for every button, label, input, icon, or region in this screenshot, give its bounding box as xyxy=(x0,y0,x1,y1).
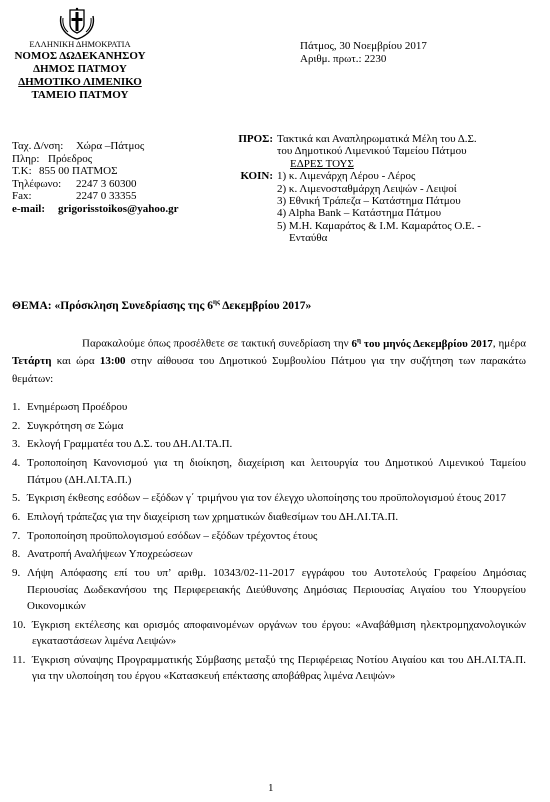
address-label: Ταχ. Δ/νση: xyxy=(12,140,64,152)
agenda-item xyxy=(12,418,526,435)
cc-label: ΚΟΙΝ: xyxy=(240,170,273,183)
address-value: Χώρα –Πάτμος xyxy=(76,140,145,152)
agenda-item-text: Τροποποίηση προϋπολογισμού εσόδων – εξόδων τρέχοντος έτους xyxy=(27,529,318,542)
port-fund-line-1: ΔΗΜΟΤΙΚΟ ΛΙΜΕΝΙΚΟ xyxy=(18,76,142,88)
agenda-item xyxy=(12,652,526,685)
info-value: Πρόεδρος xyxy=(48,152,93,165)
agenda-item-number: 9. xyxy=(12,567,21,579)
subject-suffix: Δεκεμβρίου 2017» xyxy=(219,299,312,312)
info-label: Πληρ: xyxy=(12,152,40,165)
email-link[interactable]: grigorisstoikos@yahoo.gr xyxy=(58,202,179,215)
agenda-list xyxy=(12,399,526,687)
fax-value: 2247 0 33355 xyxy=(76,190,137,202)
port-fund-line-2: ΤΑΜΕΙΟ ΠΑΤΜΟΥ xyxy=(31,89,129,101)
page-number: 1 xyxy=(268,782,274,794)
agenda-item xyxy=(12,399,526,416)
subject-line xyxy=(12,298,311,312)
republic-label: ΕΛΛΗΝΙΚΗ ΔΗΜΟΚΡΑΤΙΑ xyxy=(29,39,131,49)
municipality-label: ΔΗΜΟΣ ΠΑΤΜΟΥ xyxy=(33,63,127,75)
subject-prefix: ΘΕΜΑ: «Πρόσκληση Συνεδρίασης της 6 xyxy=(12,299,214,312)
fax-label: Fax: xyxy=(12,190,32,202)
postal-label: Τ.Κ: xyxy=(12,165,32,177)
agenda-item-number: 11. xyxy=(12,653,26,666)
cc-item: 2) κ. Λιμενοσταθμάρχη Λειψών - Λειψοί xyxy=(277,182,457,195)
recipients-block xyxy=(228,133,481,245)
cc-item: 3) Εθνική Τράπεζα – Κατάστημα Πάτμου xyxy=(277,195,461,208)
protocol-number: Αριθμ. πρωτ.: 2230 xyxy=(300,53,387,65)
agenda-item-number: 5. xyxy=(12,492,21,505)
postal-value: 855 00 ΠΑΤΜΟΣ xyxy=(39,165,118,177)
agenda-item-text: Έγκριση σύναψης Προγραμματικής Σύμβασης μεταξύ της Περιφέρειας Νοτίου Αιγαίου και του ΔΗ.ΛΙ.ΤΑ.Π. για την υλοποίηση του έργου «Κατασκευή επέκτασης αποβάθρας λιμένα Λειψών» xyxy=(32,653,526,683)
to-line-3: ΕΔΡΕΣ ΤΟΥΣ xyxy=(290,157,354,170)
to-label: ΠΡΟΣ: xyxy=(238,133,273,145)
agenda-item-text: Συγκρότηση σε Σώμα xyxy=(27,419,124,432)
agenda-item-number: 1. xyxy=(12,401,21,413)
agenda-item-text: Έγκριση έκθεσης εσόδων – εξόδων γ΄ τριμήνου για τον έλεγχο υλοποίησης του προϋπολογισμού έτους 2017 xyxy=(27,492,506,505)
meeting-month: του μηνός Δεκεμβρίου 2017 xyxy=(361,337,493,350)
agenda-item xyxy=(12,490,526,507)
greek-coat-of-arms-emblem xyxy=(58,6,96,40)
intro-text: στην αίθουσα του Δημοτικού Συμβουλίου Πάτμου για την συζήτηση των παρακάτω θεμάτων: xyxy=(12,355,526,385)
to-line-2: του Δημοτικού Λιμενικού Ταμείου Πάτμου xyxy=(277,145,467,158)
contact-block xyxy=(12,140,179,215)
agenda-item xyxy=(12,546,526,563)
phone-value: 2247 3 60300 xyxy=(76,177,137,190)
to-line-1: Τακτικά και Αναπληρωματικά Μέλη του Δ.Σ. xyxy=(277,133,477,145)
agenda-item-text: Έγκριση εκτέλεσης και ορισμός αποφαινομένων οργάνων του έργου: «Αναβάθμιση ηλεκτρομηχανολογικών εγκαταστάσεων λιμένα Λειψών» xyxy=(32,618,526,648)
intro-text: και ώρα xyxy=(51,355,100,368)
agenda-item xyxy=(12,565,526,615)
agenda-item xyxy=(12,436,526,453)
agenda-item-text: Ανατροπή Αναλήψεων Υποχρεώσεων xyxy=(27,548,193,561)
agenda-item-number: 3. xyxy=(12,438,21,451)
agenda-item-number: 8. xyxy=(12,548,21,561)
cc-item: 1) κ. Λιμενάρχη Λέρου - Λέρος xyxy=(277,170,416,183)
intro-text: , ημέρα xyxy=(492,337,526,350)
agenda-item-number: 10. xyxy=(12,618,26,631)
meeting-day-sup: η xyxy=(357,336,361,344)
agenda-item-text: Τροποποίηση Κανονισμού για τη διοίκηση, διαχείριση και λειτουργία του Δημοτικού Λιμενικού Ταμείου Πάτμου (ΔΗ.ΛΙ.ΤΑ.Π.) xyxy=(27,457,526,486)
prefecture-label: ΝΟΜΟΣ ΔΩΔΕΚΑΝΗΣΟΥ xyxy=(14,50,146,62)
agenda-item-text: Λήψη Απόφασης επί του υπ’ αριθμ. 10343/02-11-2017 εγγράφου του Αυτοτελούς Γραφείου Δημόσιας Περιουσίας Δωδεκανήσου της Περιφερειακής Διεύθυνσης Δημόσιας Περιουσίας Αιγαίου του Υπουργείου Οικονομικών xyxy=(27,567,526,612)
agenda-item-text: Εκλογή Γραμματέα του Δ.Σ. του ΔΗ.ΛΙ.ΤΑ.Π. xyxy=(27,438,233,451)
cc-item: 4) Alpha Bank – Κατάστημα Πάτμου xyxy=(277,207,442,220)
agenda-item-text: Επιλογή τράπεζας για την διαχείριση των χρηματικών διαθεσίμων του ΔΗ.ΛΙ.ΤΑ.Π. xyxy=(27,510,399,523)
meeting-weekday: Τετάρτη xyxy=(12,355,52,368)
phone-label: Τηλέφωνο: xyxy=(12,177,62,190)
meeting-day: 6 xyxy=(351,337,358,350)
subject-sup: ης xyxy=(213,298,220,306)
cc-item: Ενταύθα xyxy=(289,232,328,245)
agenda-item xyxy=(12,509,526,526)
agenda-item-number: 7. xyxy=(12,529,21,542)
email-label: e-mail: xyxy=(12,202,45,215)
agenda-item-number: 6. xyxy=(12,510,21,523)
agenda-item xyxy=(12,528,526,545)
intro-text: Παρακαλούμε όπως προσέλθετε σε τακτική συνεδρίαση την xyxy=(82,337,352,350)
agenda-item xyxy=(12,455,526,488)
agenda-item-text: Ενημέρωση Προέδρου xyxy=(27,401,128,413)
agenda-item-number: 4. xyxy=(12,457,21,470)
intro-paragraph xyxy=(12,332,526,388)
meeting-time: 13:00 xyxy=(99,355,126,368)
cc-item: 5) Μ.Η. Καμαράτος & Ι.Μ. Καμαράτος Ο.Ε. - xyxy=(277,219,481,232)
document-date: Πάτμος, 30 Νοεμβρίου 2017 xyxy=(300,40,427,52)
agenda-item-number: 2. xyxy=(12,419,21,432)
agenda-item xyxy=(12,617,526,650)
